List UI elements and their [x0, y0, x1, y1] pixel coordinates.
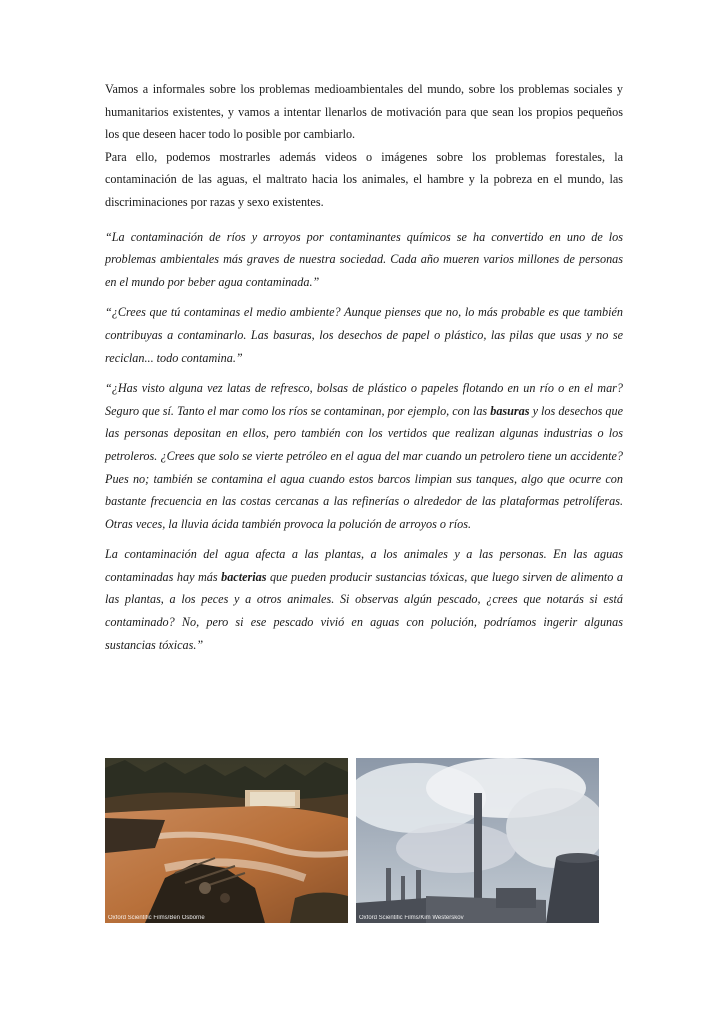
document-body	[105, 78, 623, 656]
quote-sea-pollution	[105, 377, 623, 535]
quote-sea-text-a: “¿Has visto alguna vez latas de refresco, bolsas de plástico o papeles flotando en un río o en el mar? Seguro que sí. Tanto el mar como los ríos se contaminan, por ejemplo, con las	[105, 381, 623, 418]
quote-rivers: “La contaminación de ríos y arroyos por contaminantes químicos se ha convertido en uno de los problemas ambientales más graves de nuestra sociedad. Cada año mueren varios millones de personas en el mundo por beber agua contaminada.”	[105, 229, 623, 289]
intro-paragraph: Vamos a informales sobre los problemas medioambientales del mundo, sobre los problemas sociales y humanitarios existentes, y vamos a intentar llenarlos de motivación para que sean los propios pequeños los que deseen hacer todo lo posible por cambiarlo.	[105, 82, 623, 142]
polluted-river-photo	[105, 758, 348, 923]
left-photo-credit: Oxford Scientific Films/Ben Osborne	[108, 915, 205, 921]
quote-do-you-pollute: “¿Crees que tú contaminas el medio ambiente? Aunque pienses que no, lo más probable es que también contribuyas a contaminarlo. Las basuras, los desechos de papel o plástico, las pilas que usas y no se reciclan... todo contamina.”	[105, 305, 623, 365]
examples-paragraph: Para ello, podemos mostrarles además videos o imágenes sobre los problemas forestales, la contaminación de las aguas, el maltrato hacia los animales, el hambre y la pobreza en el mundo, las discriminaciones por razas y sexo existentes.	[105, 149, 623, 209]
right-photo-credit: Oxford Scientific Films/Kim Westerskov	[359, 915, 464, 921]
quote-sea-text-b: y los desechos que las personas depositan en ellos, pero también con los vertidos que realizan algunas industrias o los petroleros. ¿Crees que solo se vierte petróleo en el agua del mar cuando un petrolero tiene un accidente? Pues no; también se contamina el agua cuando estos barcos limpian sus tanques, algo que ocurre con bastante frecuencia en las costas cercanas a las refinerías o alrededor de las plataformas petrolíferas. Otras veces, la lluvia ácida también provoca la polución de arroyos o ríos.	[105, 403, 623, 531]
quote-effects-text-b: que pueden producir sustancias tóxicas, que luego sirven de alimento a las plantas, a los peces y a otros animales. Si observas algún pescado, ¿crees que notarás si está contaminado? No, pero si ese pescado vivió en aguas con polución, podríamos ingerir algunas sustancias tóxicas.”	[105, 569, 623, 652]
keyword-bacterias: bacterias	[221, 569, 267, 584]
photo-row	[105, 758, 605, 923]
keyword-basuras: basuras	[490, 403, 530, 418]
quote-water-effects	[105, 543, 623, 656]
quote-effects-text-a: La contaminación del agua afecta a las plantas, a los animales y a las personas. En las aguas contaminadas hay más	[105, 547, 623, 584]
industrial-smoke-photo	[356, 758, 599, 923]
